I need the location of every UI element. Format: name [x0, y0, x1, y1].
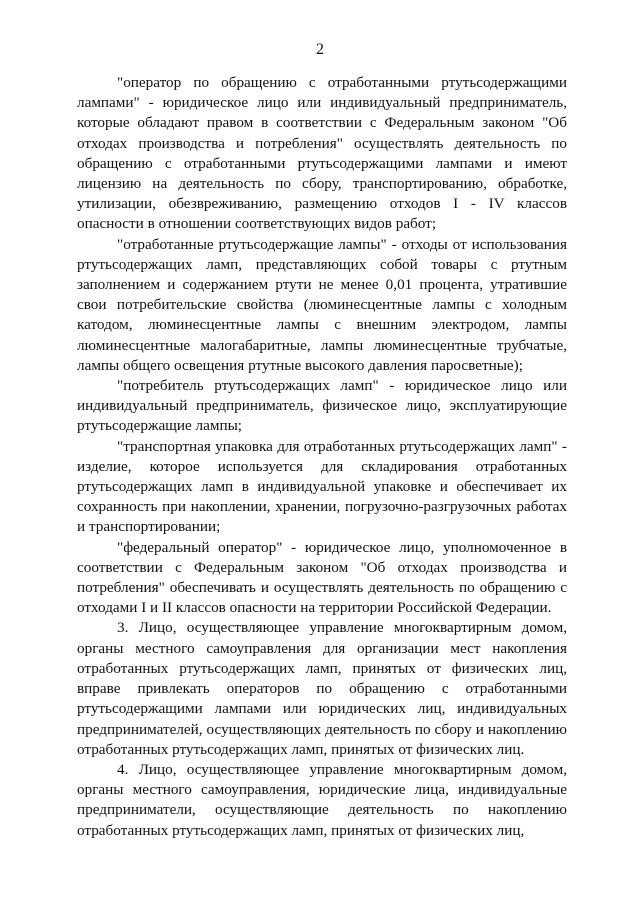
paragraph-definition-transport-packaging: "транспортная упаковка для отработанных ртутьсодержащих ламп" - изделие, которое используется для складирования отработанных ртутьсодержащих ламп в индивидуальной упаковке и обеспечивает их сохранность при накоплении, хранении, погрузочно-разгрузочных работах и транспортировании;: [77, 437, 567, 536]
paragraph-definition-operator: "оператор по обращению с отработанными ртутьсодержащими лампами" - юридическое лицо или индивидуальный предприниматель, которые обладают правом в соответствии с Федеральным законом "Об отходах производства и потребления" осуществлять деятельность по обращению с отработанными ртутьсодержащими лампами и имеют лицензию на деятельность по сбору, транспортированию, обработке, утилизации, обезвреживанию, размещению отходов I - IV классов опасности в отношении соответствующих видов работ;: [77, 74, 567, 233]
document-body: [77, 73, 567, 841]
paragraph-definition-consumer: "потребитель ртутьсодержащих ламп" - юридическое лицо или индивидуальный предприниматель, физическое лицо, эксплуатирующие ртутьсодержащие лампы;: [77, 377, 567, 435]
paragraph-definition-spent-lamps: "отработанные ртутьсодержащие лампы" - отходы от использования ртутьсодержащих ламп, представляющих собой товары с ртутным заполнением и содержанием ртути не менее 0,01 процента, утратившие свои потребительские свойства (люминесцентные лампы с холодным катодом, люминесцентные лампы с внешним электродом, лампы люминесцентные малогабаритные, лампы люминесцентные трубчатые, лампы общего освещения ртутные высокого давления паросветные);: [77, 235, 567, 374]
page-number: 2: [316, 41, 324, 58]
paragraph-definition-federal-operator: "федеральный оператор" - юридическое лицо, уполномоченное в соответствии с Федеральным законом "Об отходах производства и потребления" обеспечивать и осуществлять деятельность по обращению с отходами I и II классов опасности на территории Российской Федерации.: [77, 538, 567, 617]
paragraph-item-4: 4. Лицо, осуществляющее управление многоквартирным домом, органы местного самоуправления, юридические лица, индивидуальные предприниматели, осуществляющие деятельность по накоплению отработанных ртутьсодержащих ламп, принятых от физических лиц,: [77, 760, 567, 839]
paragraph-item-3: 3. Лицо, осуществляющее управление многоквартирным домом, органы местного самоуправления для организации мест накопления отработанных ртутьсодержащих ламп, принятых от физических лиц, вправе привлекать операторов по обращению с отработанными ртутьсодержащими лампами или юридических лиц, индивидуальных предпринимателей, осуществляющих деятельность по сбору и накоплению отработанных ртутьсодержащих ламп, принятых от физических лиц.: [77, 619, 567, 758]
